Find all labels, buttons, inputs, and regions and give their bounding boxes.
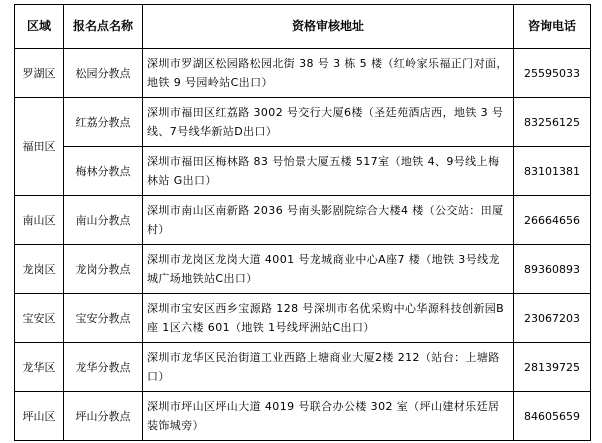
address-cell: 深圳市罗湖区松园路松园北街 38 号 3 栋 5 楼（红岭家乐福正门对面，地铁 9 号园岭站C出口）	[143, 49, 514, 98]
phone-cell: 28139725	[514, 343, 591, 392]
address-cell: 深圳市龙岗区龙岗大道 4001 号龙城商业中心A座7 楼（地铁 3号线龙城广场地铁站C出口）	[143, 245, 514, 294]
phone-cell: 23067203	[514, 294, 591, 343]
header-point-name: 报名点名称	[64, 5, 143, 49]
district-cell: 龙岗区	[15, 245, 64, 294]
district-cell: 龙华区	[15, 343, 64, 392]
header-district: 区域	[15, 5, 64, 49]
address-cell: 深圳市坪山区坪山大道 4019 号联合办公楼 302 室（坪山建材乐廷居装饰城旁）	[143, 392, 514, 441]
address-cell: 深圳市福田区红荔路 3002 号交行大厦6楼（圣廷苑酒店西，地铁 3 号线、7号线华新站D出口）	[143, 98, 514, 147]
point-name-cell: 龙岗分教点	[64, 245, 143, 294]
point-name-cell: 龙华分教点	[64, 343, 143, 392]
point-name-cell: 宝安分教点	[64, 294, 143, 343]
table-row	[15, 196, 591, 245]
table-row	[15, 343, 591, 392]
phone-cell: 84605659	[514, 392, 591, 441]
phone-cell: 83256125	[514, 98, 591, 147]
table-row	[15, 98, 591, 147]
table-row	[15, 49, 591, 98]
district-cell: 宝安区	[15, 294, 64, 343]
address-cell: 深圳市龙华区民治街道工业西路上塘商业大厦2楼 212（站台：上塘路口）	[143, 343, 514, 392]
registration-points-table	[14, 4, 591, 441]
phone-cell: 26664656	[514, 196, 591, 245]
header-phone: 咨询电话	[514, 5, 591, 49]
point-name-cell: 松园分教点	[64, 49, 143, 98]
table-row	[15, 245, 591, 294]
address-cell: 深圳市宝安区西乡宝源路 128 号深圳市名优采购中心华源科技创新园B座 1区六楼 601（地铁 1号线坪洲站C出口）	[143, 294, 514, 343]
table-row	[15, 392, 591, 441]
point-name-cell: 南山分教点	[64, 196, 143, 245]
table-row	[15, 147, 591, 196]
district-cell: 坪山区	[15, 392, 64, 441]
header-address: 资格审核地址	[143, 5, 514, 49]
point-name-cell: 梅林分教点	[64, 147, 143, 196]
registration-points-table-wrapper	[14, 4, 590, 441]
phone-cell: 25595033	[514, 49, 591, 98]
phone-cell: 83101381	[514, 147, 591, 196]
phone-cell: 89360893	[514, 245, 591, 294]
address-cell: 深圳市福田区梅林路 83 号怡景大厦五楼 517室（地铁 4、9号线上梅林站 G出口）	[143, 147, 514, 196]
district-cell: 南山区	[15, 196, 64, 245]
table-row	[15, 294, 591, 343]
point-name-cell: 坪山分教点	[64, 392, 143, 441]
address-cell: 深圳市南山区南新路 2036 号南头影剧院综合大楼4 楼（公交站：田厦村）	[143, 196, 514, 245]
district-cell: 罗湖区	[15, 49, 64, 98]
point-name-cell: 红荔分教点	[64, 98, 143, 147]
district-cell: 福田区	[15, 98, 64, 196]
table-header-row	[15, 5, 591, 49]
